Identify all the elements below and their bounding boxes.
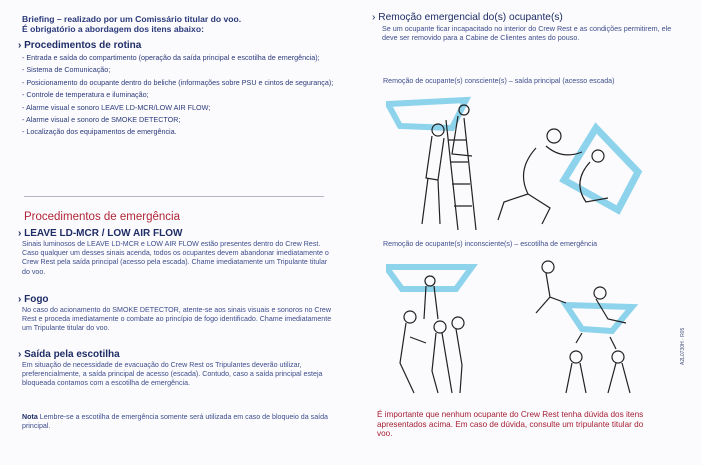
conscious-removal-illustration [386,90,646,230]
caption-unconscious: Remoção de ocupante(s) inconsciente(s) – escotilha de emergência [383,240,598,248]
briefing-note [22,14,336,34]
leave-title: LEAVE LD-MCR / LOW AIR FLOW [24,228,183,239]
leave-section [18,228,336,277]
right-column [372,12,672,42]
leave-text: Sinais luminosos de LEAVE LD-MCR e LOW AIR FLOW estão presentes dentro do Crew Rest. Caso qualquer um desses sinais acenda, todos os ocupantes devem abandonar imediatamente o Crew Rest pela saída principal (acesso pela escada). Chame imediatamente um Tripulante titular do voo. [22,240,329,276]
fire-section [18,294,336,334]
list-item: - Controle de temperatura e iluminação; [22,90,149,100]
leave-heading: › LEAVE LD-MCR / LOW AIR FLOW [18,228,183,239]
fire-text: No caso do acionamento do SMOKE DETECTOR, atente-se aos sinais visuais e sonoros no Crew Rest e proceda imediatamente o combate ao princípio de fogo identificado. Chame imediatamente um Tripulante titular do voo. [22,306,332,333]
note-section [18,413,336,431]
routine-list [18,53,336,136]
list-item: - Posicionamento do ocupante dentro do beliche (informações sobre PSU e cintos de segurança); [22,77,334,87]
list-item: - Entrada e saída do compartimento (operação da saída principal e escotilha de emergência); [22,53,320,62]
hatch-frame-2 [564,128,638,210]
hatch-text: Em situação de necessidade de evacuação do Crew Rest os Tripulantes deverão utilizar, preferencialmente, a saída principal de acesso (escada). Contudo, caso a saída principal esteja bloqueada contamos com a escotilha de emergência. [22,361,323,388]
hatch-heading: › Saída pela escotilha [18,349,120,360]
side-code: A2L0730H · R05 [680,327,686,365]
hatch-frame-1 [388,100,466,128]
list-item: - Alarme visual e sonoro de SMOKE DETECTOR; [22,114,181,124]
hatch-frame-4 [566,305,632,331]
fire-title: Fogo [24,294,49,305]
emergency-title: Procedimentos de emergência [24,211,180,223]
note-text: Lembre-se a escotilha de emergência somente será utilizada em caso de bloqueio da saída principal. [22,413,329,431]
removal-heading: › Remoção emergencial do(s) ocupante(s) [372,12,563,23]
list-item: - Localização dos equipamentos de emergência. [22,127,177,137]
caption-conscious: Remoção de ocupante(s) consciente(s) – saída principal (acesso escada) [383,77,615,85]
routine-title: Procedimentos de rotina [24,40,142,51]
briefing-line-2: É obrigatório a abordagem dos itens abaixo: [22,24,204,34]
list-item: - Sistema de Comunicação; [22,65,111,75]
hatch-title: Saída pela escotilha [24,349,120,360]
removal-title: Remoção emergencial do(s) ocupante(s) [378,12,563,23]
fire-heading: › Fogo [18,294,49,305]
removal-text: Se um ocupante ficar incapacitado no interior do Crew Rest e as condições permitirem, ele deve ser removido para a Cabine de Clientes antes do pouso. [382,24,672,43]
briefing-line-1: Briefing – realizado por um Comissário titular do voo. [22,14,242,24]
left-column [18,14,336,140]
list-item: - Alarme visual e sonoro LEAVE LD-MCR/LOW AIR FLOW; [22,102,211,112]
section-divider [24,196,324,197]
warning-note: É importante que nenhum ocupante do Crew Rest tenha dúvida dos itens apresentados acima. Em caso de dúvida, consulte um tripulante titular do voo. [377,410,644,439]
hatch-section [18,349,336,389]
unconscious-removal-illustration [386,253,646,398]
routine-heading: › Procedimentos de rotina [18,40,142,51]
note-label: Nota [22,413,38,421]
